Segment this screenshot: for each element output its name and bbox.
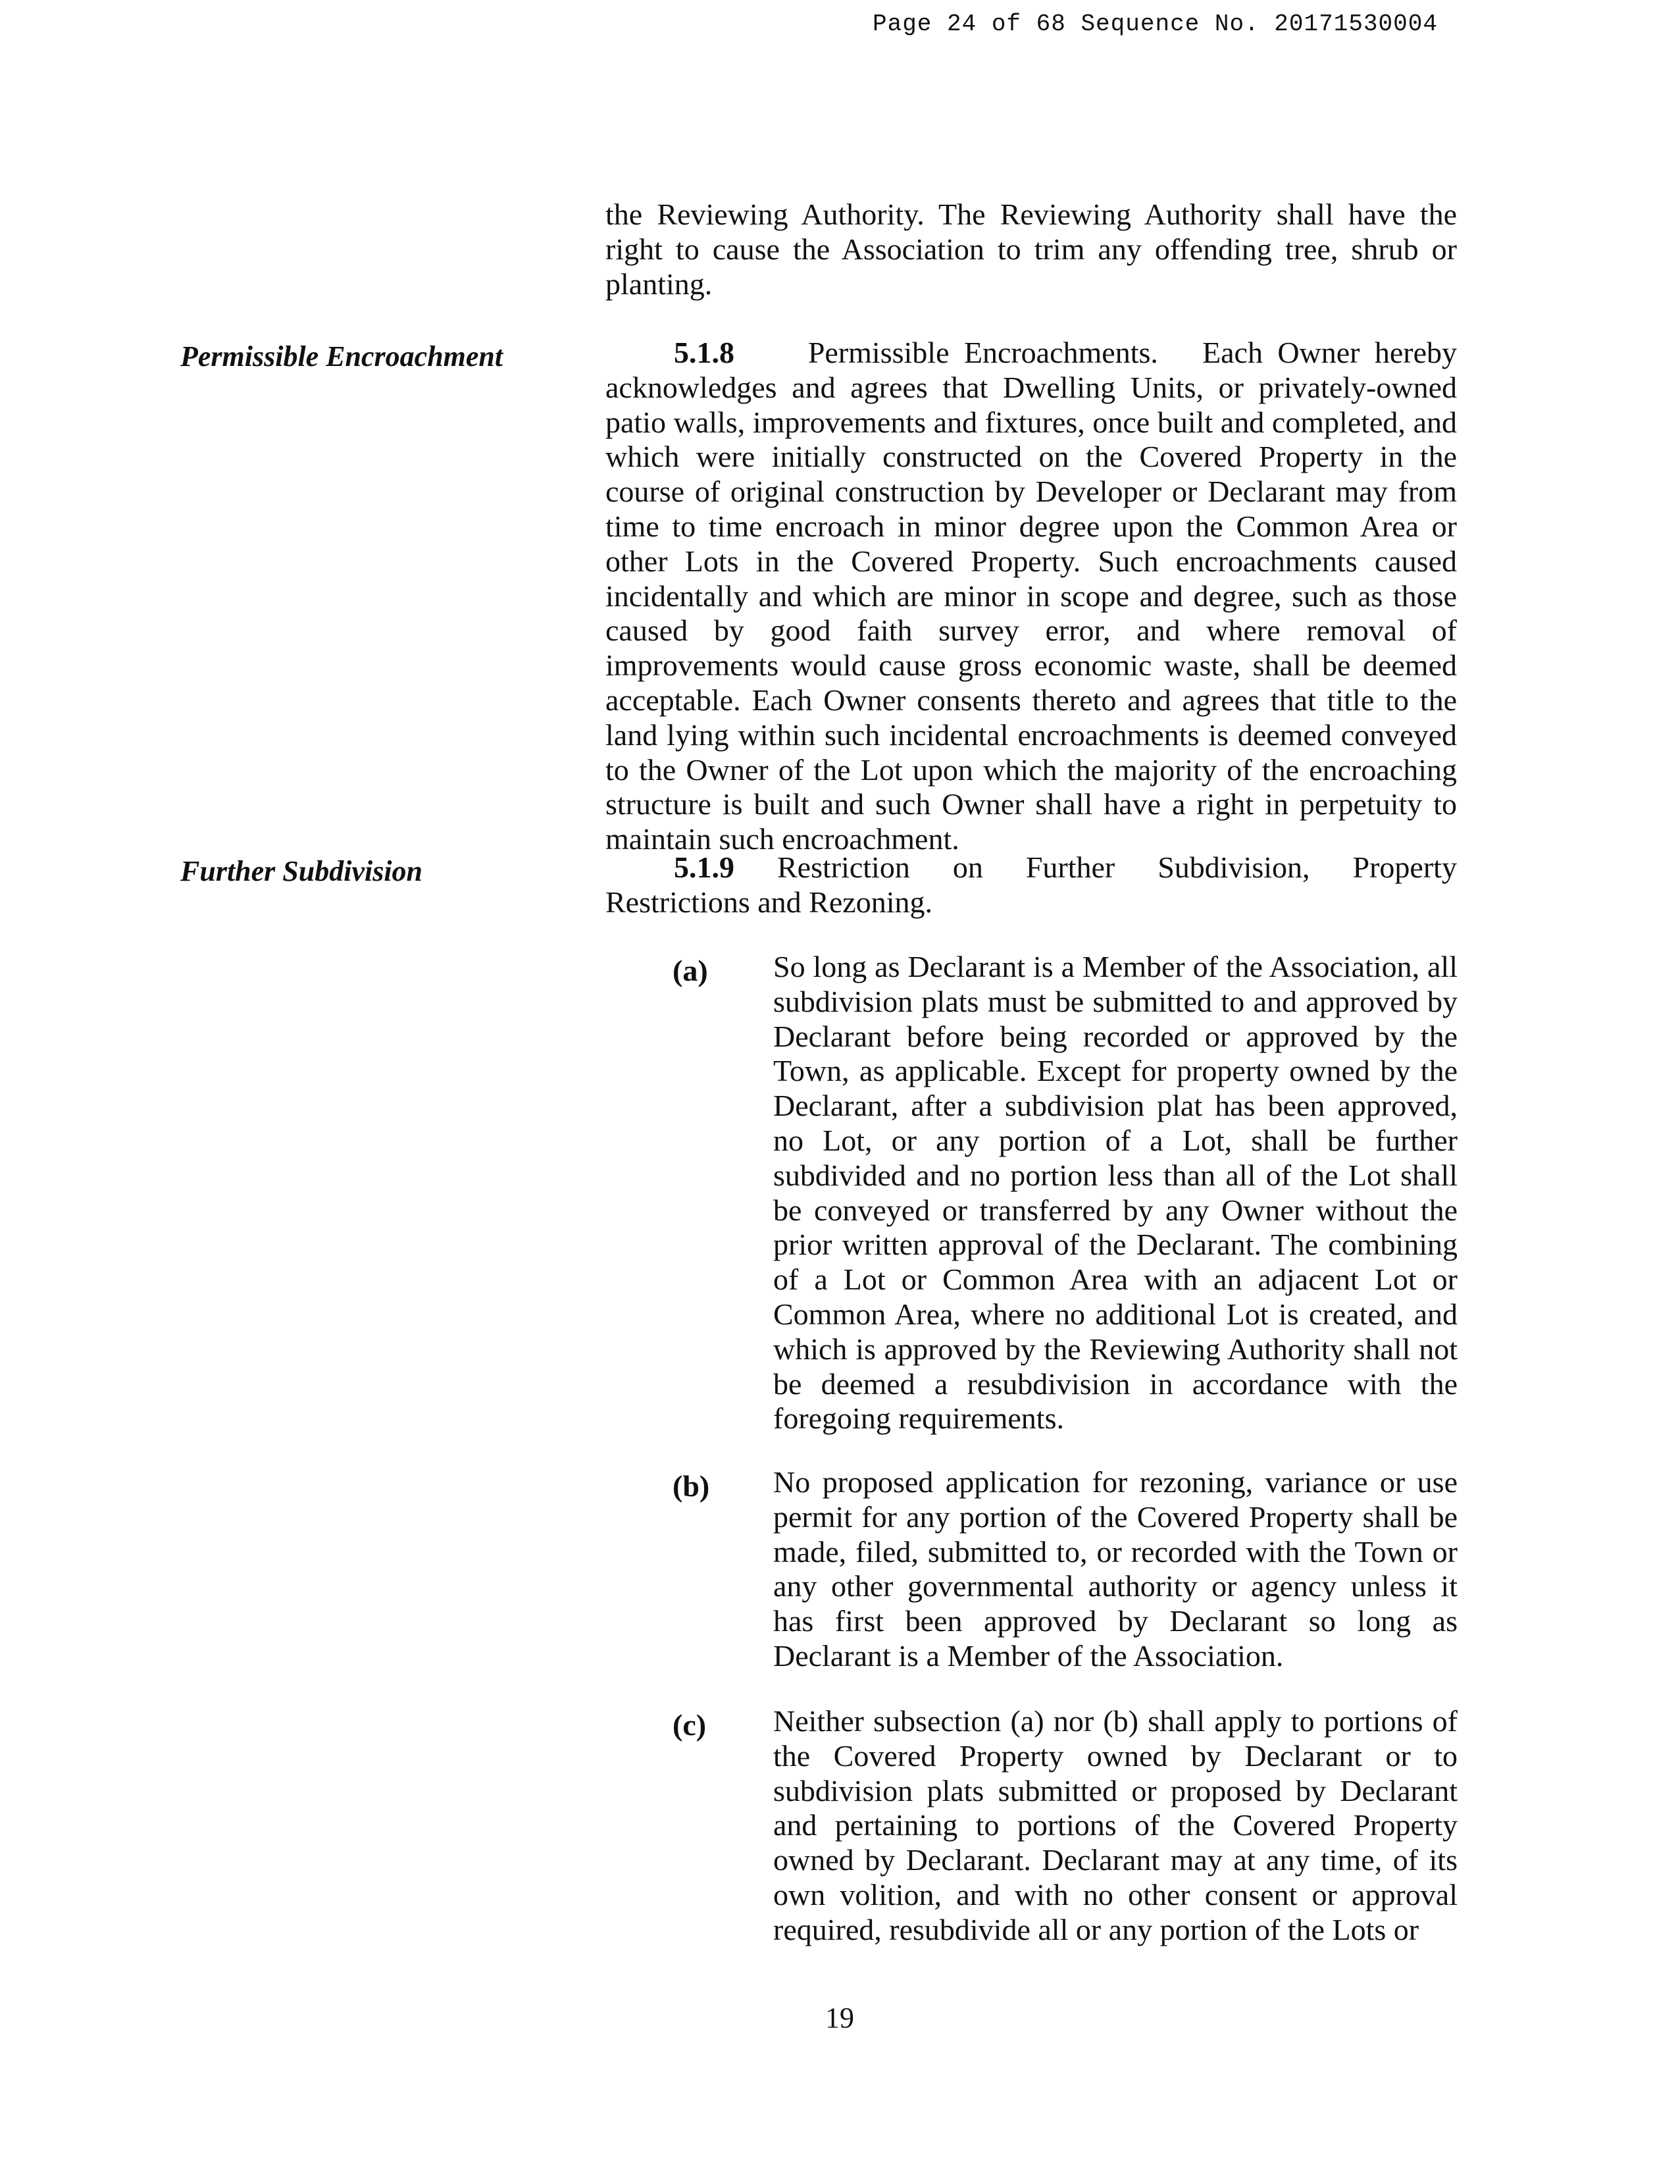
subsection-label: (b): [673, 1469, 710, 1503]
subsection-text: No proposed application for rezoning, variance or use permit for any portion of the Covered Property shall be made, filed, submitted to, or recorded with the Town or any other governmental authority or agency unless it has first been approved by Declarant so long as Declarant is a Member of the Association.: [773, 1465, 1458, 1673]
section-title-word: Property: [1352, 850, 1457, 884]
continuation-paragraph: the Reviewing Authority. The Reviewing Authority shall have the right to cause the Association to trim any offending tree, shrub or planting.: [605, 197, 1457, 301]
side-heading-permissible-encroachment: Permissible Encroachment: [180, 340, 503, 373]
subsection-text: Neither subsection (a) nor (b) shall apply to portions of the Covered Property owned by Declarant or to subdivision plats submitted or proposed by Declarant and pertaining to portions of the Covered Property owned by Declarant. Declarant may at any time, of its own volition, and with no other consent or approval required, resubdivide all or any portion of the Lots or: [773, 1704, 1458, 1946]
section-title-end: Restrictions and Rezoning.: [605, 885, 932, 919]
section-title-word: Further: [1025, 850, 1115, 884]
section-5-1-9-heading: [605, 850, 1457, 920]
section-number: 5.1.8: [674, 336, 734, 369]
section-title-word: on: [952, 850, 983, 884]
section-title: Permissible Encroachments.: [807, 336, 1158, 369]
page-number: 19: [825, 2002, 854, 2034]
subsection-label: (c): [673, 1708, 707, 1742]
page-sequence-header: Page 24 of 68 Sequence No. 20171530004: [873, 11, 1438, 38]
subsection-label: (a): [673, 954, 708, 987]
section-5-1-8-paragraph: [605, 336, 1457, 857]
section-number: 5.1.9: [674, 850, 734, 884]
subsection-text: So long as Declarant is a Member of the Association, all subdivision plats must be submitted to and approved by Declarant before being recorded or approved by the Town, as applicable. Except for property owned by the Declarant, after a subdivision plat has been approved, no Lot, or any portion of a Lot, shall be further subdivided and no portion less than all of the Lot shall be conveyed or transferred by any Owner without the prior written approval of the Declarant. The combining of a Lot or Common Area with an adjacent Lot or Common Area, where no additional Lot is created, and which is approved by the Reviewing Authority shall not be deemed a resubdivision in accordance with the foregoing requirements.: [773, 950, 1458, 1436]
side-heading-further-subdivision: Further Subdivision: [180, 855, 423, 887]
section-title-word: Restriction: [776, 850, 910, 884]
section-title-word: Subdivision,: [1158, 850, 1310, 884]
section-body: Each Owner hereby acknowledges and agrees that Dwelling Units, or privately-owned patio walls, improvements and fixtures, once built and completed, and which were initially constructed on the Covered Property in the course of original construction by Developer or Declarant may from time to time encroach in minor degree upon the Common Area or other Lots in the Covered Property. Such encroachments caused incidentally and which are minor in scope and degree, such as those caused by good faith survey error, and where removal of improvements would cause gross economic waste, shall be deemed acceptable. Each Owner consents thereto and agrees that title to the land lying within such incidental encroachments is deemed conveyed to the Owner of the Lot upon which the majority of the encroaching structure is built and such Owner shall have a right in perpetuity to maintain such encroachment.: [605, 336, 1458, 856]
